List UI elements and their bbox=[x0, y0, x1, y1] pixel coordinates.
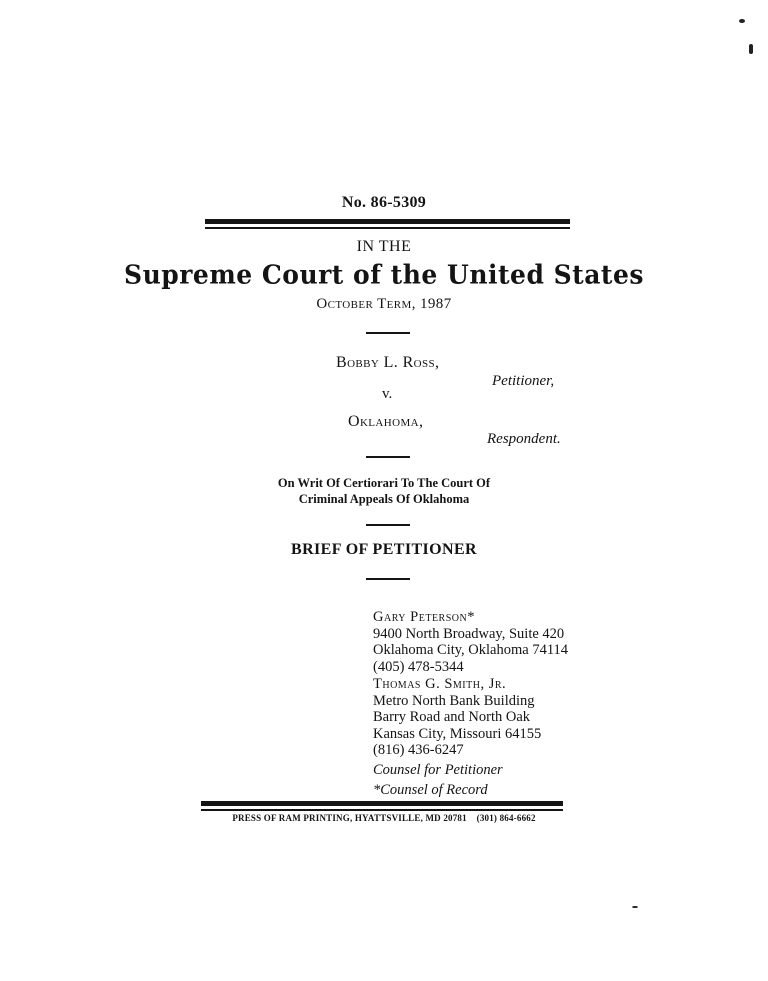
respondent-name: Oklahoma, bbox=[348, 413, 424, 430]
counsel-of-record-note: *Counsel of Record bbox=[373, 782, 488, 798]
brief-title: BRIEF OF PETITIONER bbox=[291, 541, 477, 558]
attorney-1-phone: (405) 478-5344 bbox=[373, 658, 464, 675]
scan-mark bbox=[632, 906, 638, 908]
divider-2 bbox=[366, 456, 410, 458]
court-name: Supreme Court of the United States bbox=[124, 259, 644, 290]
attorney-2-phone: (816) 436-6247 bbox=[373, 742, 464, 758]
attorney-1-address-line-1: 9400 North Broadway, Suite 420 bbox=[373, 625, 565, 642]
attorney-2-address-line-3: Kansas City, Missouri 64155 bbox=[373, 725, 542, 742]
attorney-1-name: Gary Peterson* bbox=[373, 609, 475, 625]
respondent-role: Respondent. bbox=[487, 431, 561, 447]
writ-line-2: Criminal Appeals Of Oklahoma bbox=[298, 492, 470, 506]
counsel-block-2 bbox=[373, 676, 541, 799]
attorney-2-address-line-1: Metro North Bank Building bbox=[373, 692, 535, 709]
attorney-2-address-line-2: Barry Road and North Oak bbox=[373, 709, 531, 725]
attorney-2-name: Thomas G. Smith, Jr. bbox=[373, 676, 507, 692]
scan-mark bbox=[749, 44, 753, 54]
petitioner-name: Bobby L. Ross, bbox=[336, 354, 440, 371]
divider-4 bbox=[366, 578, 410, 580]
court-term: October Term, 1987 bbox=[316, 296, 452, 312]
in-the-heading: IN THE bbox=[356, 238, 412, 255]
bottom-thick-rule bbox=[201, 801, 563, 806]
bottom-thin-rule bbox=[201, 809, 563, 811]
petitioner-role: Petitioner, bbox=[492, 373, 555, 389]
docket-number: No. 86-5309 bbox=[341, 194, 427, 211]
scan-mark bbox=[739, 19, 745, 23]
top-thick-rule bbox=[205, 219, 570, 224]
divider-1 bbox=[366, 332, 410, 334]
writ-caption bbox=[0, 475, 768, 507]
divider-3 bbox=[366, 524, 410, 526]
writ-line-1: On Writ Of Certiorari To The Court Of bbox=[277, 476, 491, 490]
top-thin-rule bbox=[205, 227, 570, 229]
counsel-role: Counsel for Petitioner bbox=[373, 761, 503, 778]
attorney-1-address-line-2: Oklahoma City, Oklahoma 74114 bbox=[373, 642, 569, 658]
counsel-block-1 bbox=[373, 609, 568, 675]
versus: v. bbox=[382, 386, 393, 402]
printer-credit: PRESS OF RAM PRINTING, HYATTSVILLE, MD 20781 (301) 864-6662 bbox=[232, 813, 536, 823]
